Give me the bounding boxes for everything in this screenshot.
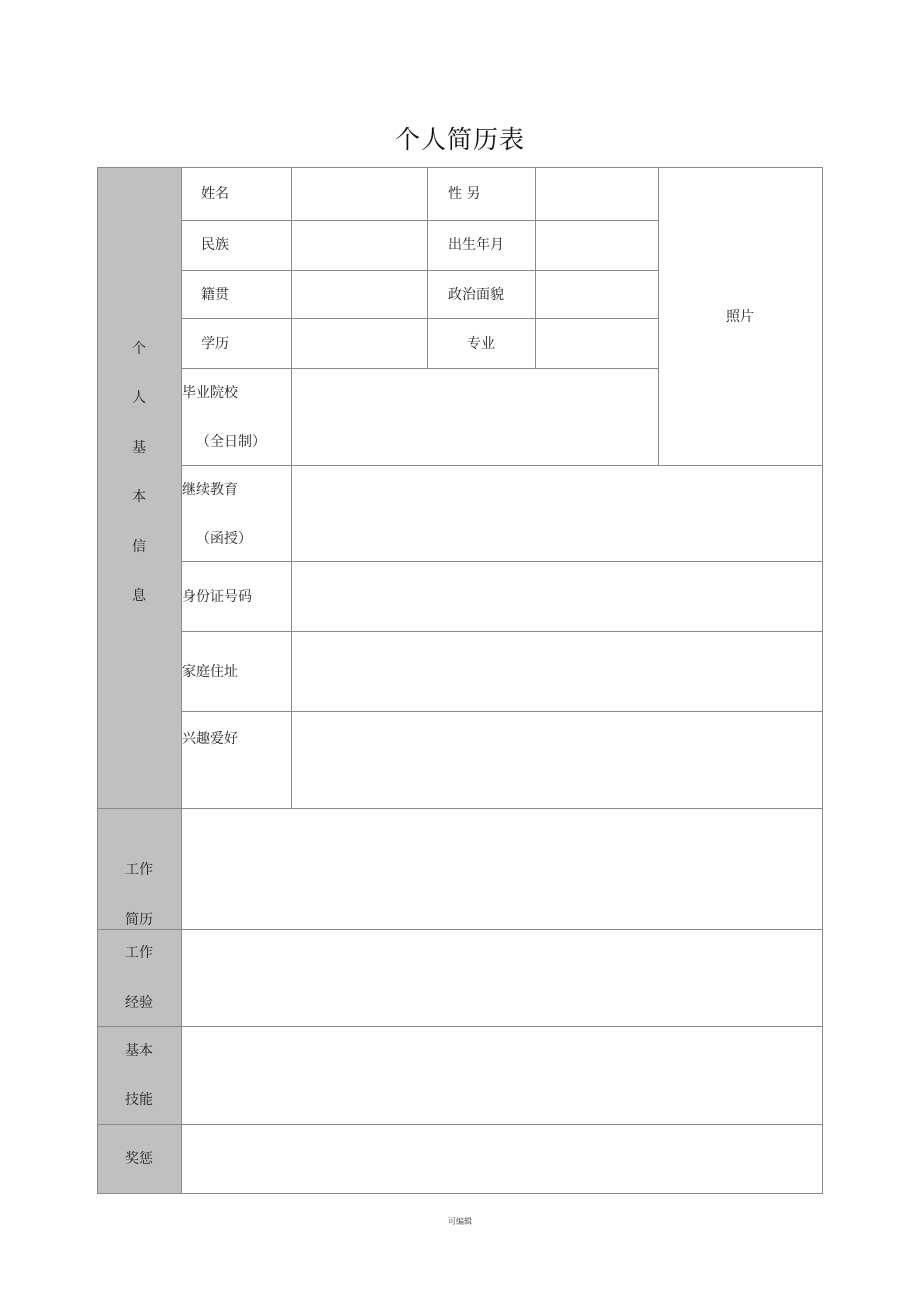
grid-line bbox=[181, 318, 659, 319]
page-title: 个人简历表 bbox=[394, 125, 525, 154]
political-label: 政治面貌 bbox=[448, 287, 504, 303]
grid-line bbox=[181, 270, 659, 271]
work-history-label: 工作 bbox=[125, 862, 153, 878]
grid-line bbox=[181, 561, 823, 562]
birth-label: 出生年月 bbox=[448, 237, 504, 253]
ethnicity-label: 民族 bbox=[201, 237, 229, 253]
grid-line bbox=[181, 711, 823, 712]
grid-line bbox=[822, 167, 823, 1194]
grid-line bbox=[97, 167, 823, 168]
skills-section-bg bbox=[97, 1026, 181, 1124]
skills-label: 基本 bbox=[125, 1043, 153, 1059]
correspondence-label: （函授） bbox=[196, 531, 252, 547]
footer-note: 可编辑 bbox=[448, 1217, 472, 1226]
work-experience-label: 工作 bbox=[125, 945, 153, 961]
grid-line bbox=[291, 167, 292, 808]
work-history-label: 简历 bbox=[125, 912, 153, 928]
grid-line bbox=[181, 368, 659, 369]
grid-line bbox=[181, 220, 659, 221]
basic-info-char: 信 bbox=[132, 539, 146, 555]
basic-info-char: 本 bbox=[132, 489, 146, 505]
basic-info-char: 人 bbox=[132, 390, 146, 406]
grid-line bbox=[535, 167, 536, 368]
fulltime-label: （全日制） bbox=[196, 434, 266, 450]
grid-line bbox=[181, 631, 823, 632]
basic-info-char: 基 bbox=[132, 440, 146, 456]
address-label: 家庭住址 bbox=[182, 664, 238, 680]
work-experience-label: 经验 bbox=[125, 995, 153, 1011]
skills-label: 技能 bbox=[125, 1092, 153, 1108]
grid-line bbox=[97, 1124, 823, 1125]
grid-line bbox=[97, 808, 823, 809]
gender-label: 性 另 bbox=[448, 186, 481, 202]
grid-line bbox=[97, 1193, 823, 1194]
major-label: 专业 bbox=[467, 336, 495, 352]
hobbies-label: 兴趣爱好 bbox=[182, 731, 238, 747]
graduate-school-label: 毕业院校 bbox=[182, 385, 238, 401]
id-number-label: 身份证号码 bbox=[182, 589, 252, 605]
hometown-label: 籍贯 bbox=[201, 287, 229, 303]
photo-placeholder: 照片 bbox=[726, 309, 754, 325]
education-label: 学历 bbox=[201, 336, 229, 352]
grid-line bbox=[97, 929, 823, 930]
grid-line bbox=[97, 1026, 823, 1027]
name-label: 姓名 bbox=[201, 186, 229, 202]
awards-label: 奖惩 bbox=[125, 1151, 153, 1167]
grid-line bbox=[181, 465, 823, 466]
basic-info-char: 息 bbox=[132, 588, 146, 604]
basic-info-char: 个 bbox=[132, 341, 146, 357]
continuing-edu-label: 继续教育 bbox=[182, 482, 238, 498]
grid-line bbox=[97, 167, 98, 1194]
